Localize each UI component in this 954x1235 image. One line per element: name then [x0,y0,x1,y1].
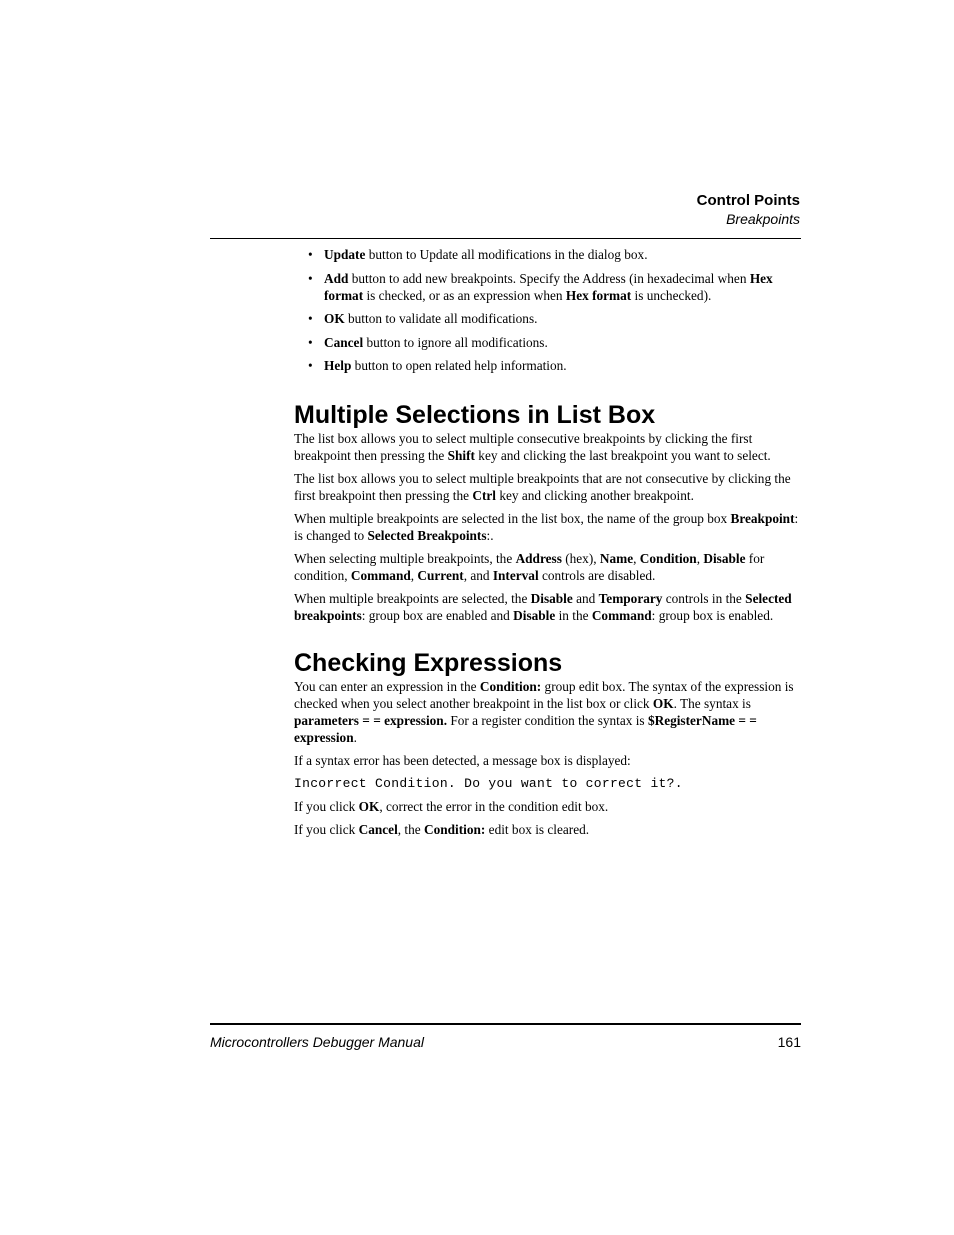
bold-term: Condition: [479,679,542,694]
header-rule [210,238,801,239]
bold-term: Selected breakpoints [294,591,792,623]
bold-term: OK [358,799,380,814]
bold-term: Breakpoint [730,511,795,526]
paragraph: When multiple breakpoints are selected in the list box, the name of the group box Breakpoint: is changed to Selected Breakpoints:. [294,511,799,543]
button-description-list [294,246,802,374]
list-item-text: Cancel button to ignore all modifications. [324,334,548,350]
paragraph: When multiple breakpoints are selected, the Disable and Temporary controls in the Selected breakpoints: group box are enabled and Disable in the Command: group box is enabled. [294,591,792,623]
list-item-text: Update button to Update all modifications in the dialog box. [324,247,648,262]
bold-term: Disable [513,608,556,623]
footer-rule [210,1023,801,1025]
page-body [294,246,802,844]
bold-term: Disable [530,591,573,606]
code-message: Incorrect Condition. Do you want to correct it?. [294,776,683,791]
bold-term: Condition [639,551,697,566]
bold-term: Temporary [598,591,663,606]
paragraph: The list box allows you to select multiple consecutive breakpoints by clicking the first breakpoint then pressing the Shift key and clicking the last breakpoint you want to select. [294,431,771,463]
paragraph: If a syntax error has been detected, a message box is displayed: [294,753,631,768]
bold-term: $RegisterName = = expression [294,713,757,745]
page-number: 161 [777,1034,801,1050]
bold-term: Add [324,270,349,286]
list-item [294,270,802,304]
section-subtitle: Breakpoints [726,211,800,227]
bullet-icon: • [308,311,313,326]
bold-term: Hex format [565,287,632,303]
bold-term: Interval [492,568,539,583]
bold-term: Command [591,608,652,623]
bold-term: Command [350,568,411,583]
list-item-text: Add button to add new breakpoints. Specify the Address (in hexadecimal when Hex format is checked, or as an expression when Hex format is unchecked). [324,270,773,303]
list-item [294,334,802,351]
bold-term: Address [515,551,562,566]
section-heading: Checking Expressions [294,649,563,677]
bullet-icon: • [308,270,313,286]
bold-term: Help [324,358,352,373]
bullet-icon: • [308,334,313,350]
paragraph: You can enter an expression in the Condition: group edit box. The syntax of the expression is checked when you select another breakpoint in the list box or click OK. The syntax is parameters = = expression. For a register condition the syntax is $RegisterName = = expression. [294,679,794,745]
section-heading: Multiple Selections in List Box [294,401,656,429]
list-item [294,357,802,374]
bold-term: OK [652,696,674,711]
bold-term: Hex format [324,270,773,303]
paragraph: The list box allows you to select multiple breakpoints that are not consecutive by clicking the first breakpoint then pressing the Ctrl key and clicking another breakpoint. [294,471,791,503]
bold-term: Selected Breakpoints [367,528,487,543]
bold-term: Condition: [424,822,486,837]
list-item [294,246,802,263]
bullet-icon: • [308,247,313,262]
paragraph: If you click Cancel, the Condition: edit box is cleared. [294,822,590,837]
list-item-text: OK button to validate all modifications. [324,311,538,326]
list-item [294,310,802,327]
bold-term: Shift [447,448,475,463]
paragraph: If you click OK, correct the error in the condition edit box. [294,799,609,814]
bold-term: parameters = = expression. [294,713,448,728]
chapter-title: Control Points [696,192,800,209]
bold-term: Cancel [358,822,398,837]
bold-term: OK [324,311,345,326]
bold-term: Update [324,247,366,262]
bold-term: Name [599,551,634,566]
running-header [697,191,800,228]
list-item-text: Help button to open related help information. [324,358,567,373]
bold-term: Current [417,568,464,583]
bold-term: Disable [703,551,746,566]
bold-term: Ctrl [472,488,496,503]
bullet-icon: • [308,358,313,373]
paragraph: When selecting multiple breakpoints, the Address (hex), Name, Condition, Disable for condition, Command, Current, and Interval controls are disabled. [294,551,765,583]
bold-term: Cancel [324,334,364,350]
manual-title: Microcontrollers Debugger Manual [210,1034,424,1050]
